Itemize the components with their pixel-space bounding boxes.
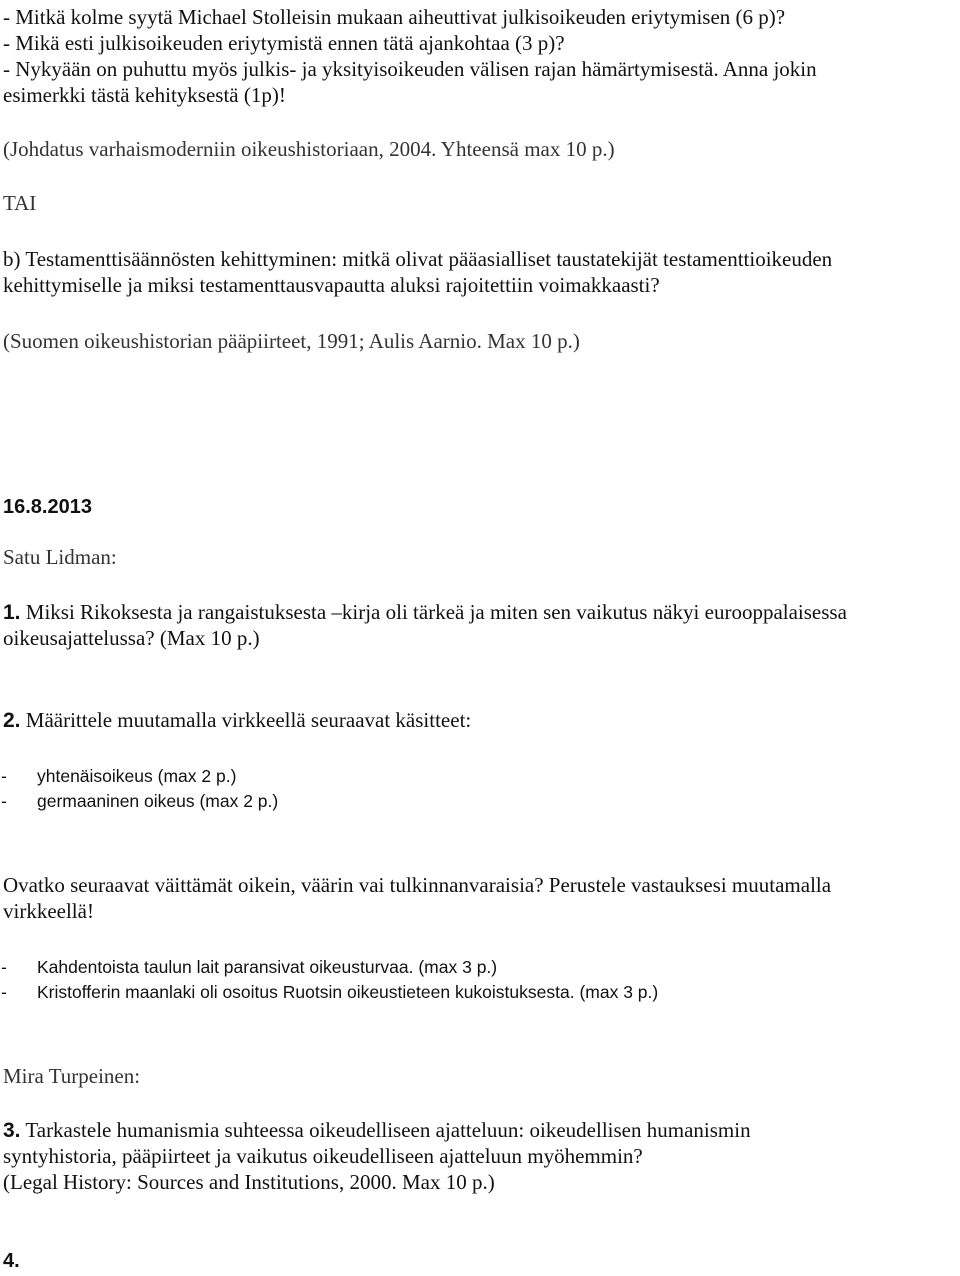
list-item (1, 956, 498, 978)
list-dash: - (1, 766, 7, 786)
question-2 (3, 707, 471, 734)
claims-intro-cont: virkkeellä! (3, 899, 94, 923)
question-text: Tarkastele humanismia suhteessa oikeudelliseen ajatteluun: oikeudellisen humanismin (20, 1118, 751, 1142)
list-item-text: yhtenäisoikeus (max 2 p.) (37, 766, 237, 786)
question-line: - Nykyään on puhuttu myös julkis- ja yksityisoikeuden välisen rajan hämärtymisestä. Anna jokin (3, 57, 817, 81)
question-1 (3, 599, 847, 626)
question-line: - Mikä esti julkisoikeuden eriytymistä ennen tätä ajankohtaa (3 p)? (3, 31, 565, 55)
source-reference: (Legal History: Sources and Institutions, 2000. Max 10 p.) (3, 1170, 495, 1194)
claims-intro: Ovatko seuraavat väittämät oikein, väärin vai tulkinnanvaraisia? Perustele vastauksesi muutamalla (3, 873, 832, 897)
question-3 (3, 1117, 751, 1144)
question-1-cont: oikeusajattelussa? (Max 10 p.) (3, 626, 260, 650)
list-dash: - (1, 957, 7, 977)
question-line: - Mitkä kolme syytä Michael Stolleisin mukaan aiheuttivat julkisoikeuden eriytymisen (6 p)? (3, 5, 786, 29)
question-4-number: 4. (3, 1250, 20, 1272)
question-line: esimerkki tästä kehityksestä (1p)! (3, 83, 286, 107)
list-item (1, 790, 279, 812)
question-number: 2. (3, 709, 21, 732)
source-reference: (Suomen oikeushistorian pääpiirteet, 1991; Aulis Aarnio. Max 10 p.) (3, 329, 580, 353)
list-item-text: Kristofferin maanlaki oli osoitus Ruotsin oikeustieteen kukoistuksesta. (max 3 p.) (37, 982, 659, 1002)
question-number: 1. (3, 601, 21, 624)
list-item-text: Kahdentoista taulun lait paransivat oikeusturvaa. (max 3 p.) (37, 957, 498, 977)
question-b-line: kehittymiselle ja miksi testamenttausvapautta aluksi rajoitettiin voimakkaasti? (3, 273, 660, 297)
examiner-name: Satu Lidman: (3, 545, 117, 569)
examiner-name: Mira Turpeinen: (3, 1064, 141, 1088)
question-3-cont: syntyhistoria, pääpiirteet ja vaikutus oikeudelliseen ajatteluun myöhemmin? (3, 1144, 643, 1168)
list-item (1, 765, 237, 787)
exam-date: 16.8.2013 (3, 496, 92, 518)
alternative-label: TAI (3, 191, 37, 215)
list-dash: - (1, 982, 7, 1002)
list-dash: - (1, 791, 7, 811)
list-item-text: germaaninen oikeus (max 2 p.) (37, 791, 279, 811)
question-b-line: b) Testamenttisäännösten kehittyminen: mitkä olivat pääasialliset taustatekijät testamenttioikeuden (3, 247, 833, 271)
source-reference: (Johdatus varhaismoderniin oikeushistoriaan, 2004. Yhteensä max 10 p.) (3, 137, 615, 161)
question-text: Miksi Rikoksesta ja rangaistuksesta –kirja oli tärkeä ja miten sen vaikutus näkyi eurooppalaisessa (20, 600, 847, 624)
list-item (1, 981, 659, 1003)
question-text: Määrittele muutamalla virkkeellä seuraavat käsitteet: (20, 708, 472, 732)
question-number: 3. (3, 1119, 21, 1142)
